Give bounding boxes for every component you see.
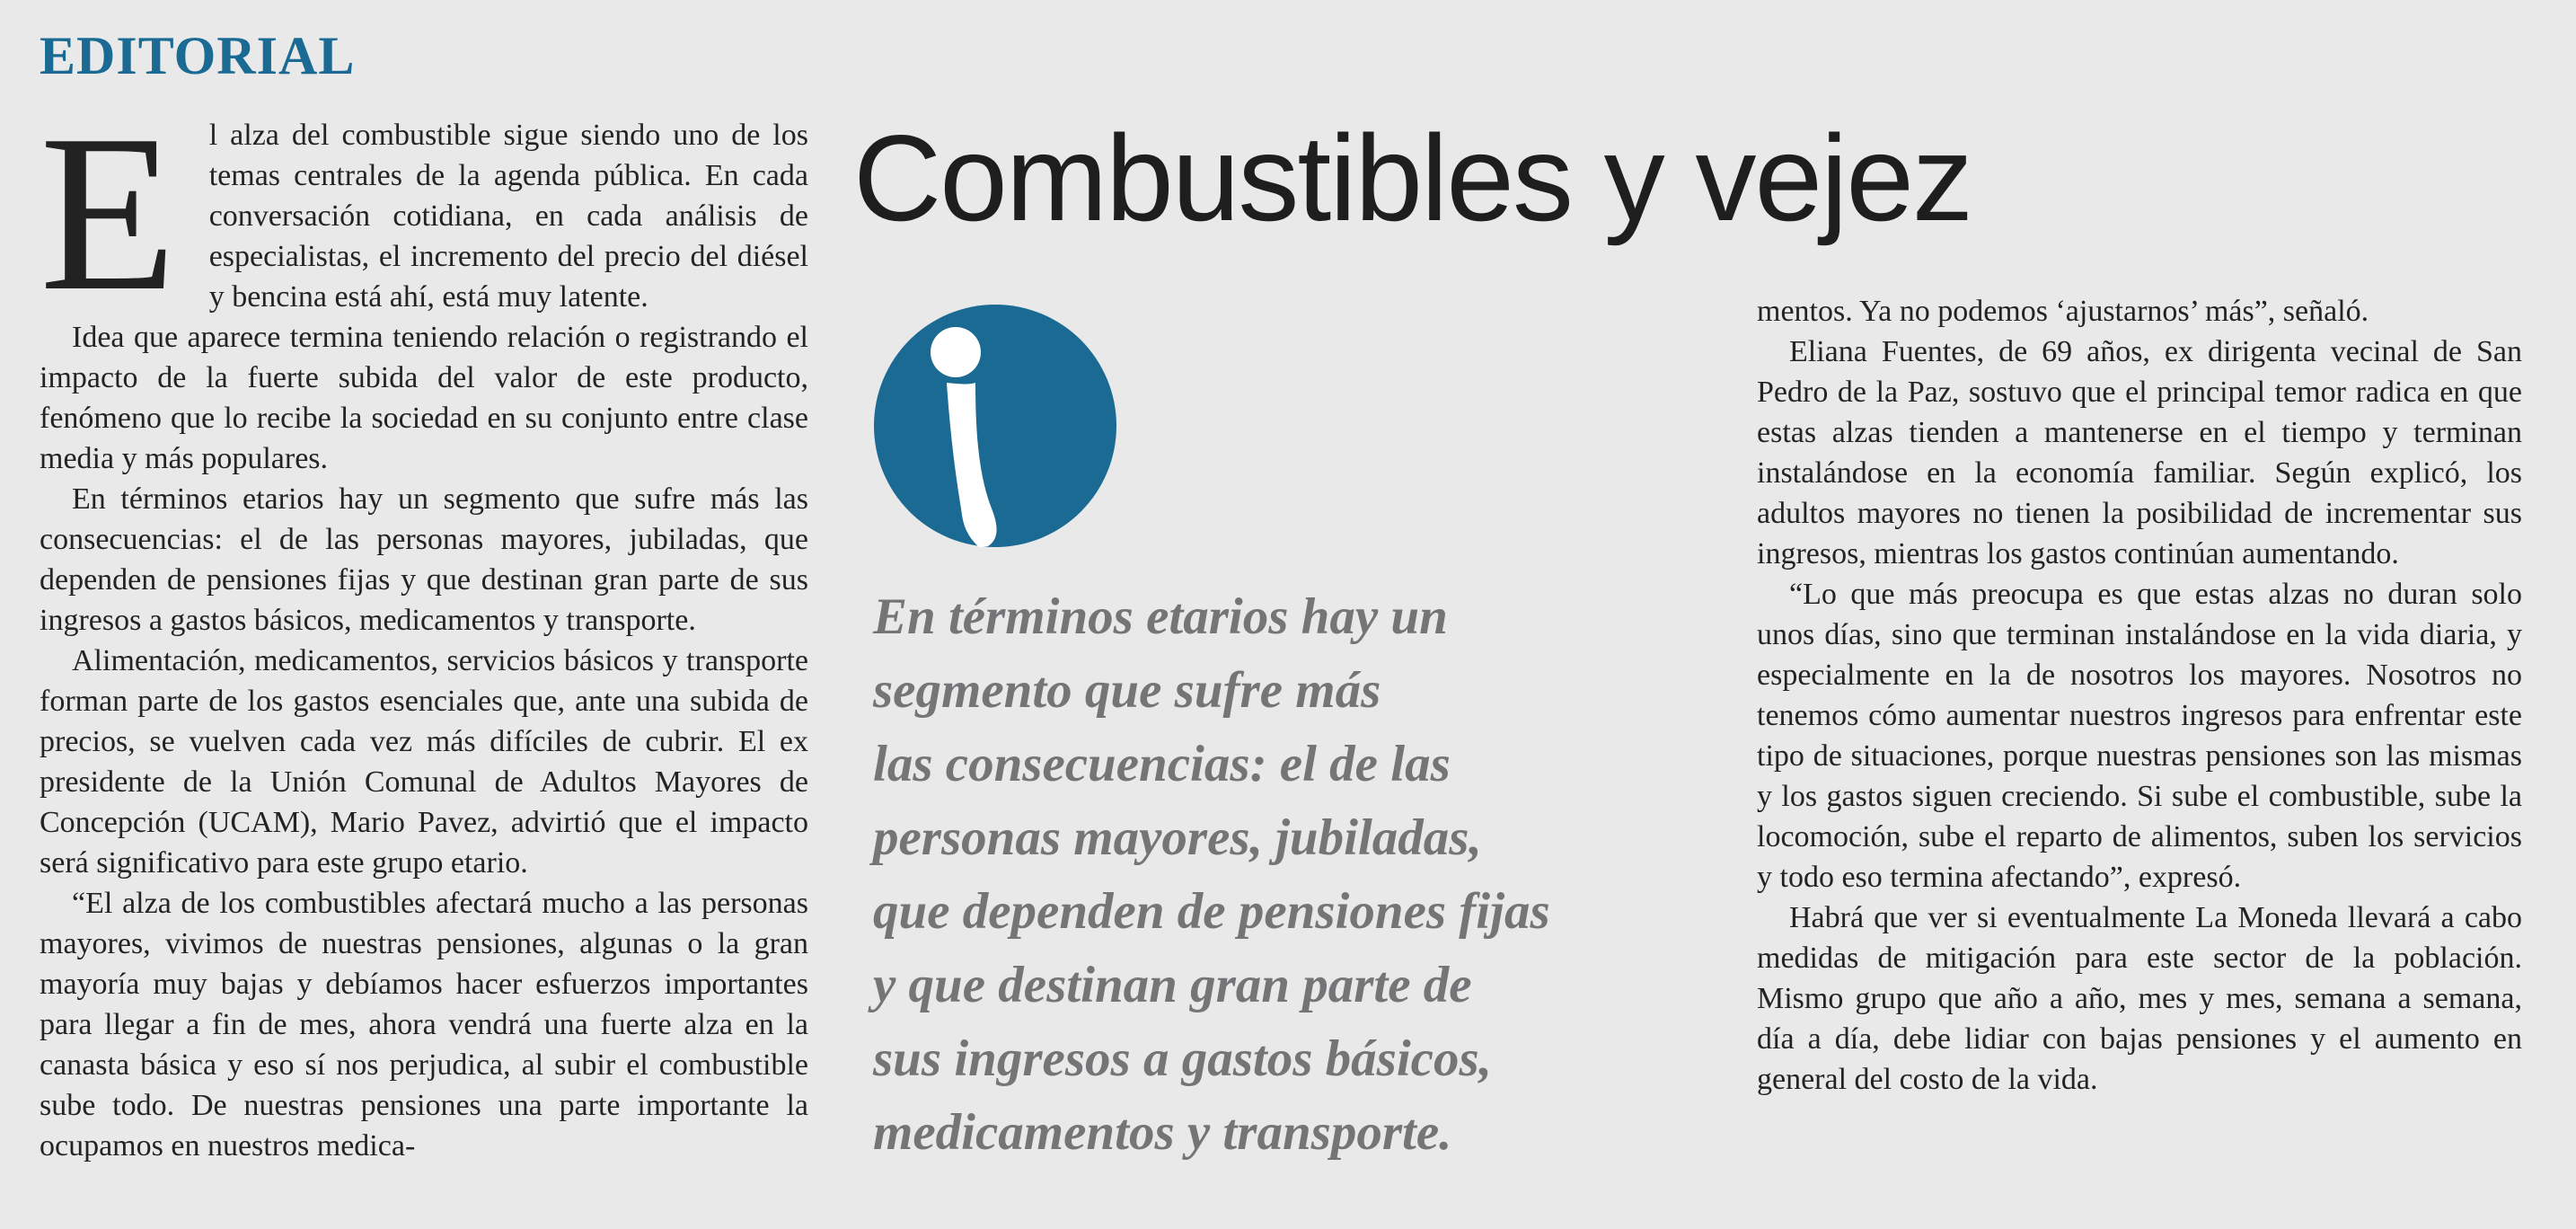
info-icon [873,300,1117,552]
info-icon-circle [874,305,1116,547]
paragraph-3: En términos etarios hay un segmento que sufre más las consecuencias: el de las personas mayores, jubiladas, que dependen de pensiones fijas y que destinan gran parte de sus ingresos a gastos básicos, medicamentos y transporte. [40,482,808,637]
paragraph-9: Habrá que ver si eventualmente La Moneda llevará a cabo medidas de mitigación para este sector de la población. Mismo grupo que año a año, mes y mes, semana a semana, día a día, debe lidiar con bajas pensiones y el aumento en general del costo de la vida. [1757,901,2522,1096]
drop-cap: E [40,89,177,338]
paragraph-2: Idea que aparece termina teniendo relación o registrando el impacto de la fuerte subida del valor de este producto, fenómeno que lo recibe la sociedad en su conjunto entre clase media y más populares. [40,321,808,475]
paragraph-1: l alza del combustible sigue siendo uno de los temas centrales de la agenda pública. En cada conversación cotidiana, en cada análisis de especialistas, el incremento del precio del diésel y bencina está ahí, está muy latente. [208,119,808,314]
paragraph-4: Alimentación, medicamentos, servicios básicos y transporte forman parte de los gastos esenciales que, ante una subida de precios, se vuelven cada vez más difíciles de cubrir. El ex presidente de la Unión Comunal de Adultos Mayores de Concepción (UCAM), Mario Pavez, advirtió que el impacto será significativo para este grupo etario. [40,644,808,880]
headline: Combustibles y vejez [853,110,1972,246]
right-column [1757,291,2522,1100]
pull-quote: En términos etarios hay un segmento que sufre más las consecuencias: el de las personas mayores, jubiladas, que dependen de pensiones fijas y que destinan gran parte de sus ingresos a gastos básicos, medicamentos y transporte. [873,588,1550,1161]
paragraph-7: Eliana Fuentes, de 69 años, ex dirigenta vecinal de San Pedro de la Paz, sostuvo que el principal temor radica en que estas alzas tienden a mantenerse en el tiempo y terminan instalándose en la economía familiar. Según explicó, los adultos mayores no tienen la posibilidad de incrementar sus ingresos, mientras los gastos continúan aumentando. [1757,335,2522,570]
left-column [40,89,808,1166]
paragraph-5: “El alza de los combustibles afectará mucho a las personas mayores, vivimos de nuestras pensiones, algunas o la gran mayoría muy bajas y debíamos hacer esfuerzos importantes para llegar a fin de mes, ahora vendrá una fuerte alza en la canasta básica y eso sí nos perjudica, al subir el combustible sube todo. De nuestras pensiones una parte importante la ocupamos en nuestros medica- [40,887,808,1163]
info-icon-dot [931,327,981,377]
paragraph-8: “Lo que más preocupa es que estas alzas no duran solo unos días, sino que terminan instalándose en la vida diaria, y especialmente en la de nosotros los mayores. Nosotros no tenemos cómo aumentar nuestros ingresos para enfrentar este tipo de situaciones, porque nuestras pensiones son las mismas y los gastos siguen creciendo. Si sube el combustible, sube la locomoción, sube el reparto de alimentos, suben los servicios y todo eso termina afectando”, expresó. [1757,578,2522,894]
paragraph-6: mentos. Ya no podemos ‘ajustarnos’ más”, señaló. [1757,295,2369,328]
section-label: EDITORIAL [40,26,356,85]
